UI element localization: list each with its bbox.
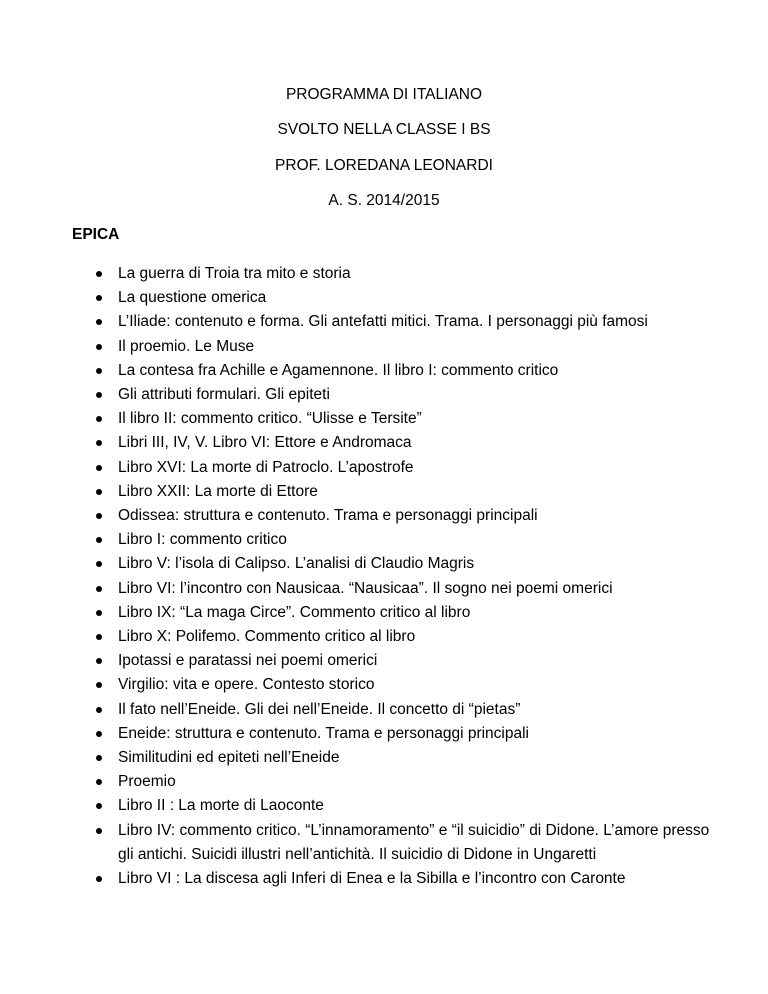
list-item-text: L’Iliade: contenuto e forma. Gli antefatti mitici. Trama. I personaggi più famosi (118, 313, 648, 331)
bullet-icon (96, 489, 102, 495)
list-item (0, 819, 768, 867)
list-item-text: Eneide: struttura e contenuto. Trama e personaggi principali (118, 724, 529, 742)
list-item-text: La contesa fra Achille e Agamennone. Il libro I: commento critico (118, 361, 559, 379)
bullet-icon (96, 682, 102, 688)
list-item-text: Proemio (118, 773, 176, 791)
bullet-icon (96, 634, 102, 640)
list-item-text: Gli attributi formulari. Gli epiteti (118, 386, 330, 404)
list-item (0, 504, 768, 528)
list-item-text: Libro XXII: La morte di Ettore (118, 482, 318, 500)
list-item (0, 673, 768, 697)
list-item-text: Ipotassi e paratassi nei poemi omerici (118, 652, 378, 670)
document-title: PROGRAMMA DI ITALIANO (285, 86, 483, 103)
list-item-text: Il proemio. Le Muse (118, 337, 255, 355)
bullet-icon (96, 561, 102, 567)
class-info: SVOLTO NELLA CLASSE I BS (277, 121, 491, 138)
bullet-icon (96, 513, 102, 519)
list-item-text: Il fato nell’Eneide. Gli dei nell’Eneide. Il concetto di “pietas” (118, 700, 521, 718)
bullet-icon (96, 731, 102, 737)
school-year: A. S. 2014/2015 (328, 192, 440, 209)
list-item-text: Libro IX: “La maga Circe”. Commento critico al libro (118, 603, 471, 621)
list-item (0, 383, 768, 407)
list-item-text: Libro VI: l’incontro con Nausicaa. “Nausicaa”. Il sogno nei poemi omerici (118, 579, 613, 597)
list-item-text: Odissea: struttura e contenuto. Trama e personaggi principali (118, 507, 538, 525)
list-item (0, 480, 768, 504)
list-item (0, 407, 768, 431)
list-item (0, 286, 768, 310)
list-item (0, 722, 768, 746)
list-item (0, 262, 768, 286)
bullet-icon (96, 707, 102, 713)
list-item (0, 746, 768, 770)
list-item (0, 698, 768, 722)
bullet-icon (96, 392, 102, 398)
list-item-text: Libro XVI: La morte di Patroclo. L’apostrofe (118, 458, 414, 476)
bullet-icon (96, 610, 102, 616)
bullet-icon (96, 368, 102, 374)
list-item-text: La guerra di Troia tra mito e storia (118, 265, 351, 282)
bullet-icon (96, 658, 102, 664)
bullet-icon (96, 295, 102, 301)
list-item (0, 431, 768, 455)
list-item (0, 456, 768, 480)
bullet-icon (96, 440, 102, 446)
list-item-text: Similitudini ed epiteti nell’Eneide (118, 749, 340, 767)
teacher-name: PROF. LOREDANA LEONARDI (275, 157, 493, 174)
section-heading-epica: EPICA (72, 226, 120, 243)
list-item (0, 625, 768, 649)
list-item (0, 649, 768, 673)
list-item (0, 528, 768, 552)
list-item (0, 601, 768, 625)
list-item-text: Il libro II: commento critico. “Ulisse e Tersite” (118, 410, 422, 428)
list-item (0, 359, 768, 383)
list-item (0, 770, 768, 794)
list-item-text: Libro VI : La discesa agli Inferi di Enea e la Sibilla e l’incontro con Caronte (118, 870, 626, 888)
topic-list (0, 262, 768, 891)
bullet-icon (96, 779, 102, 785)
list-item (0, 310, 768, 334)
list-item (0, 577, 768, 601)
list-item-text: Libri III, IV, V. Libro VI: Ettore e Andromaca (118, 434, 412, 452)
list-item-text: La questione omerica (118, 289, 267, 307)
bullet-icon (96, 755, 102, 761)
list-item-text: Libro V: l’isola di Calipso. L’analisi di Claudio Magris (118, 555, 475, 573)
bullet-icon (96, 803, 102, 809)
bullet-icon (96, 271, 102, 277)
bullet-icon (96, 319, 102, 325)
bullet-icon (96, 876, 102, 882)
list-item-text: Virgilio: vita e opere. Contesto storico (118, 676, 375, 694)
list-item (0, 335, 768, 359)
list-item-text: Libro II : La morte di Laoconte (118, 797, 324, 815)
bullet-icon (96, 416, 102, 422)
bullet-icon (96, 465, 102, 471)
list-item (0, 794, 768, 818)
bullet-icon (96, 828, 102, 834)
list-item (0, 552, 768, 576)
list-item-text: Libro X: Polifemo. Commento critico al libro (118, 628, 416, 646)
list-item-text: Libro I: commento critico (118, 531, 287, 549)
list-item-text: Libro IV: commento critico. “L’innamoramento” e “il suicidio” di Didone. L’amore presso gli antichi. Suicidi illustri nell’antichità. Il suicidio di Didone in Ungaretti (118, 821, 710, 863)
list-item (0, 867, 768, 891)
bullet-icon (96, 537, 102, 543)
bullet-icon (96, 586, 102, 592)
bullet-icon (96, 344, 102, 350)
